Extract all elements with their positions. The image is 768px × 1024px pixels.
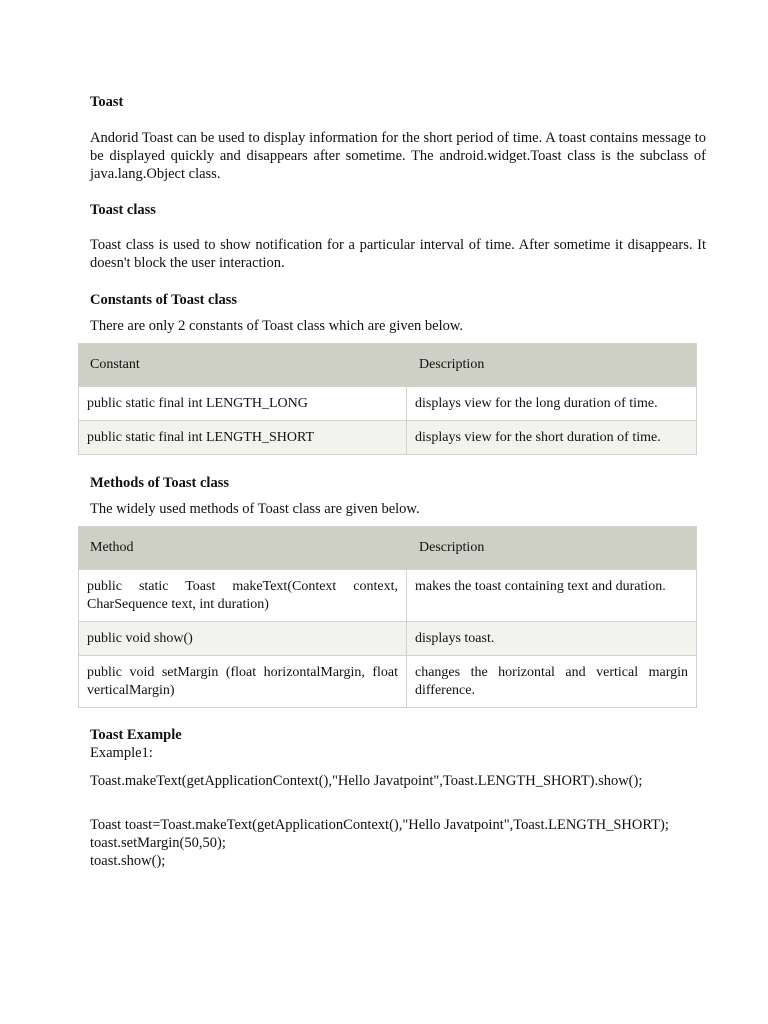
table-cell: public void show() <box>79 622 407 656</box>
table-cell: displays view for the short duration of time. <box>407 421 697 455</box>
constants-table <box>78 343 697 455</box>
table-cell: public static final int LENGTH_SHORT <box>79 421 407 455</box>
table-row <box>79 622 697 656</box>
table-cell: displays toast. <box>407 622 697 656</box>
table-cell: displays view for the long duration of time. <box>407 387 697 421</box>
table-row <box>79 387 697 421</box>
methods-table <box>78 526 697 708</box>
heading-methods: Methods of Toast class <box>90 475 229 491</box>
constants-header-constant: Constant <box>79 344 407 387</box>
table-cell: changes the horizontal and vertical margin difference. <box>407 656 697 708</box>
paragraph-constants-intro: There are only 2 constants of Toast class which are given below. <box>90 318 464 334</box>
table-cell: public void setMargin (float horizontalMargin, float verticalMargin) <box>79 656 407 708</box>
heading-example: Toast Example <box>90 727 182 743</box>
code-line: Toast.makeText(getApplicationContext(),"Hello Javatpoint",Toast.LENGTH_SHORT).show(); <box>90 773 643 789</box>
methods-header-method: Method <box>79 527 407 570</box>
example-label: Example1: <box>90 745 153 761</box>
heading-toast: Toast <box>90 94 124 110</box>
table-cell: public static final int LENGTH_LONG <box>79 387 407 421</box>
table-row <box>79 421 697 455</box>
constants-header-description: Description <box>407 344 697 387</box>
code-line: Toast toast=Toast.makeText(getApplicationContext(),"Hello Javatpoint",Toast.LENGTH_SHORT); <box>90 817 669 833</box>
table-cell: public static Toast makeText(Context context, CharSequence text, int duration) <box>79 570 407 622</box>
code-line: toast.setMargin(50,50); <box>90 835 226 851</box>
constants-table-header <box>79 344 697 387</box>
methods-table-header <box>79 527 697 570</box>
paragraph-toast-intro: Andorid Toast can be used to display information for the short period of time. A toast contains message to be displayed quickly and disappears after sometime. The android.widget.Toast class is the subclass of java.lang.Object class. <box>90 130 706 182</box>
heading-toast-class: Toast class <box>90 202 156 218</box>
table-cell: makes the toast containing text and duration. <box>407 570 697 622</box>
table-row <box>79 656 697 708</box>
table-row <box>79 570 697 622</box>
paragraph-toast-class: Toast class is used to show notification for a particular interval of time. After sometime it disappears. It doesn't block the user interaction. <box>90 237 706 271</box>
methods-header-description: Description <box>407 527 697 570</box>
code-line: toast.show(); <box>90 853 166 869</box>
paragraph-methods-intro: The widely used methods of Toast class are given below. <box>90 501 420 517</box>
heading-constants: Constants of Toast class <box>90 292 238 308</box>
